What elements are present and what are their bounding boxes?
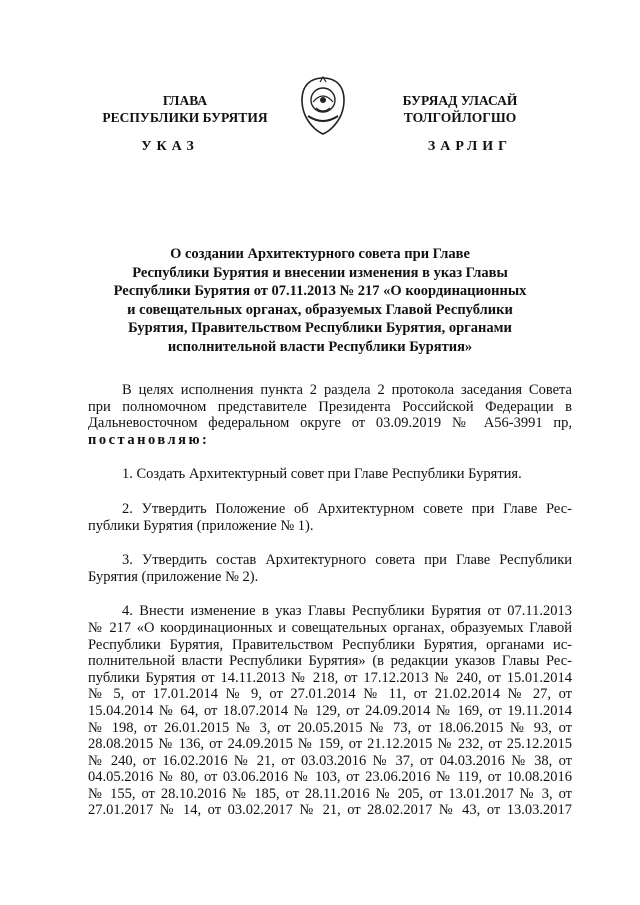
header-left-line1: ГЛАВА (162, 93, 208, 108)
body-line: Бурятия (приложение № 2). (88, 568, 259, 585)
body-line: № 5, от 17.01.2014 № 9, от 27.01.2014 № 11, от 21.02.2014 № 27, от (88, 686, 572, 703)
title-line: исполнительной власти Республики Бурятия» (167, 338, 473, 355)
body-line: 28.08.2015 № 136, от 24.09.2015 № 159, от 21.12.2015 № 232, от 25.12.2015 (88, 736, 572, 753)
body-line: Дальневосточном федеральном округе от 03.09.2019 № А56-3991 пр, (88, 415, 572, 432)
header-right-line1: БУРЯАД УЛАСАЙ (402, 93, 518, 108)
header-left-line2: РЕСПУБЛИКИ БУРЯТИЯ (102, 110, 268, 125)
body-line: 27.01.2017 № 14, от 03.02.2017 № 21, от 28.02.2017 № 43, от 13.03.2017 (88, 802, 572, 819)
document-title (90, 245, 550, 357)
item-4 (88, 603, 572, 819)
body-line: Республики Бурятия, Правительством Республики Бурятия, органами ис- (88, 636, 572, 653)
title-line: Бурятия, Правительством Республики Бурятия, органами (128, 320, 512, 337)
body-line: публики Бурятия (приложение № 1). (88, 517, 314, 534)
body-line: публики Бурятия от 14.11.2013 № 218, от 17.12.2013 № 240, от 15.01.2014 (88, 669, 572, 686)
header-right (345, 92, 575, 126)
body-line: № 217 «О координационных и совещательных органах, образуемых Главой (88, 619, 572, 636)
item-1 (88, 466, 572, 483)
body-line: 1. Создать Архитектурный совет при Главе Республики Бурятия. (122, 466, 522, 483)
body-line: № 155, от 28.10.2016 № 185, от 28.11.2016 № 205, от 13.01.2017 № 3, от (88, 785, 572, 802)
title-line: О создании Архитектурного совета при Главе (170, 246, 470, 262)
body-line: № 240, от 16.02.2016 № 21, от 03.03.2016 № 37, от 04.03.2016 № 38, от (88, 752, 572, 769)
body-line: полнительной власти Республики Бурятия» (в редакции указов Главы Рес- (88, 653, 572, 670)
body-line: 3. Утвердить состав Архитектурного совета при Главе Республики (122, 552, 572, 569)
header-right-line2: ТОЛГОЙЛОГШО (403, 110, 517, 125)
body-line: 4. Внести изменение в указ Главы Республики Бурятия от 07.11.2013 (122, 603, 572, 620)
item-2 (88, 501, 572, 534)
item-3 (88, 552, 572, 585)
body-line: 15.04.2014 № 64, от 18.07.2014 № 129, от 24.09.2014 № 169, от 19.11.2014 (88, 702, 572, 719)
body-line: № 198, от 26.01.2015 № 3, от 20.05.2015 № 73, от 18.06.2015 № 93, от (88, 719, 572, 736)
body-line: В целях исполнения пункта 2 раздела 2 протокола заседания Совета (122, 382, 572, 398)
title-line: Республики Бурятия от 07.11.2013 № 217 «О координационных (113, 283, 527, 300)
body-line: 04.05.2016 № 80, от 03.06.2016 № 103, от 23.06.2016 № 119, от 10.08.2016 (88, 769, 572, 786)
document-body (88, 382, 572, 837)
header-left (70, 92, 300, 126)
title-line: и совещательных органах, образуемых Главой Республики (127, 301, 513, 318)
body-line: 2. Утвердить Положение об Архитектурном совете при Главе Рес- (122, 500, 572, 517)
decree-label-ru: УКАЗ (141, 139, 199, 154)
preamble (88, 382, 572, 448)
title-line: Республики Бурятия и внесении изменения в указ Главы (132, 264, 508, 281)
resolution-word: постановляю: (88, 431, 210, 448)
decree-label-bur: ЗАРЛИГ (427, 139, 513, 154)
body-line: при полномочном представителе Президента Российской Федерации в (88, 398, 572, 415)
coat-of-arms-icon (298, 76, 348, 136)
